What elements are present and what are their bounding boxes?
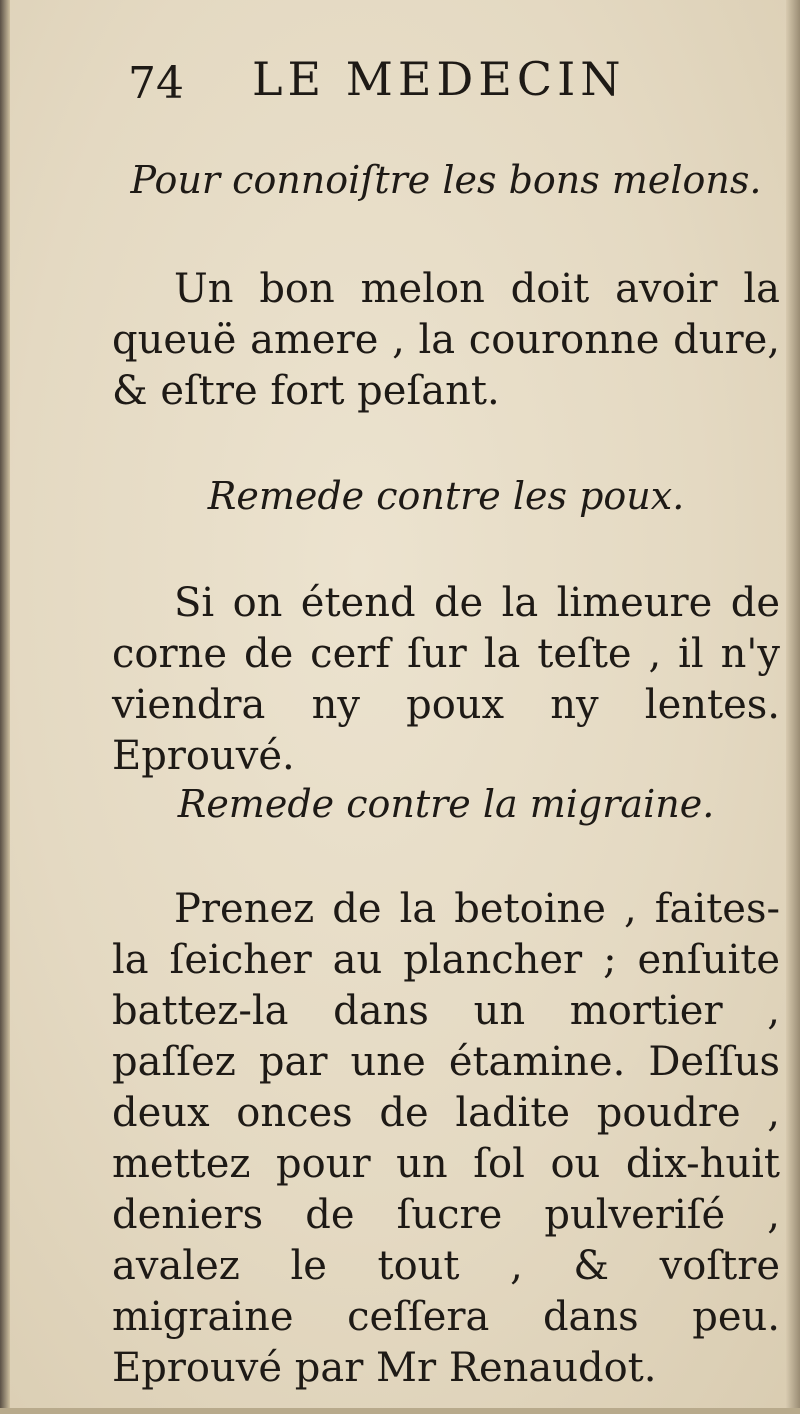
section-heading: Pour connoiſtre les bons melons. <box>130 158 762 202</box>
page-binding-shadow <box>0 0 10 1414</box>
page-number: 74 <box>128 58 184 109</box>
page-header <box>128 52 688 112</box>
section-melons-body <box>112 264 780 417</box>
section-melons-heading <box>112 158 780 202</box>
section-heading: Remede contre les poux. <box>207 474 685 518</box>
running-title: LE MEDECIN <box>252 52 626 106</box>
section-heading: Remede contre la migraine. <box>177 782 715 826</box>
section-paragraph: Un bon melon doit avoir la queuë amere , la couronne dure, & eſtre fort peſant. <box>112 266 780 414</box>
section-migraine-heading <box>112 782 780 826</box>
section-paragraph: Prenez de la betoine , faites-la ſeicher au plancher ; enſuite battez-la dans un mortier , paſſez par une étamine. Deſſus deux onces de ladite poudre , mettez pour un ſol ou dix-huit deniers de ſucre pulveriſé , avalez le tout , & voſtre migraine ceſſera dans peu. Eprouvé par Mr Renaudot. <box>112 886 780 1391</box>
section-migraine-body <box>112 884 780 1394</box>
section-paragraph: Si on étend de la limeure de corne de cerf ſur la teſte , il n'y viendra ny poux ny lentes. Eprouvé. <box>112 580 780 779</box>
page-bottom-edge <box>0 1408 800 1414</box>
page-edge-shadow <box>786 0 800 1414</box>
section-poux-body <box>112 578 780 782</box>
section-poux-heading <box>112 474 780 518</box>
